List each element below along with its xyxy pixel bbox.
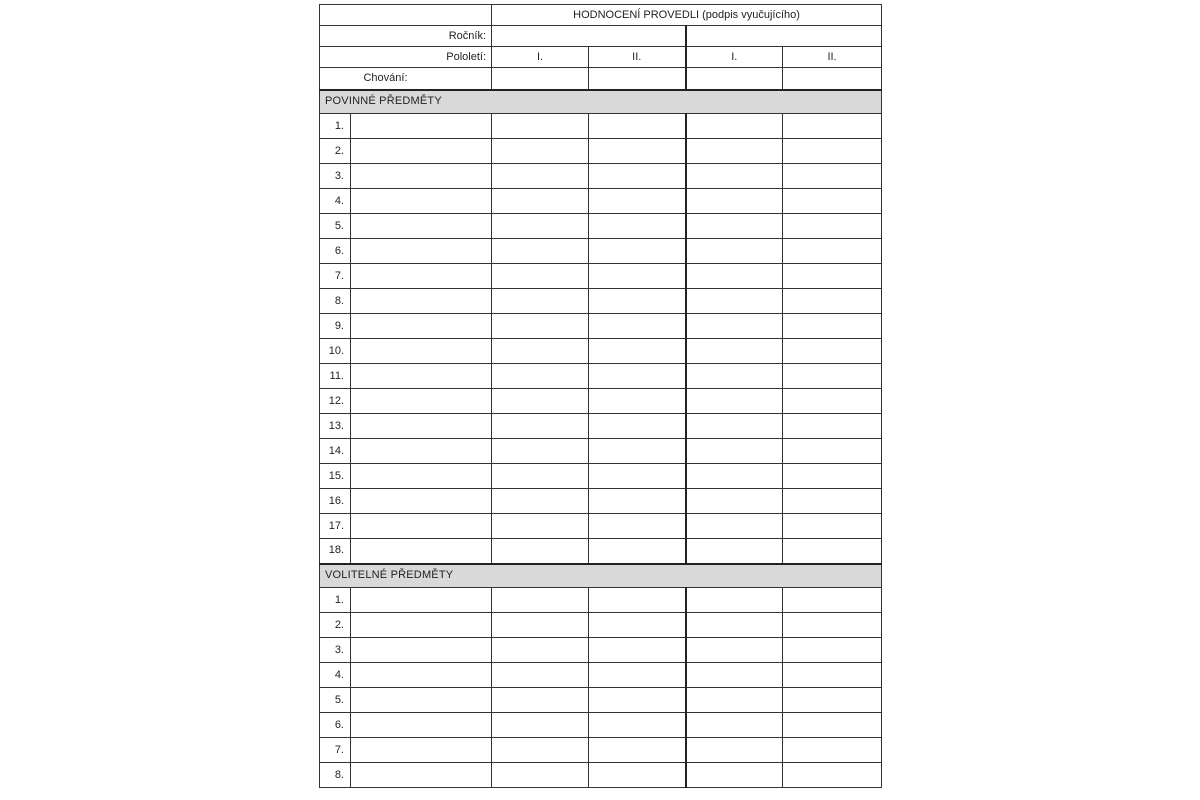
- grade-cell[interactable]: [589, 613, 686, 638]
- grade-cell[interactable]: [783, 339, 882, 364]
- header-title-row: [320, 5, 882, 26]
- grade-cell[interactable]: [492, 588, 589, 613]
- grade-cell[interactable]: [589, 289, 686, 314]
- subject-name-cell[interactable]: [351, 588, 492, 613]
- grade-cell[interactable]: [686, 663, 783, 688]
- rocnik-label: Ročník:: [320, 26, 492, 47]
- povinne-subject-row: [320, 214, 882, 239]
- grade-cell[interactable]: [492, 239, 589, 264]
- row-number: 3.: [320, 164, 351, 189]
- grade-cell[interactable]: [492, 713, 589, 738]
- grade-cell[interactable]: [492, 214, 589, 239]
- row-number: 5.: [320, 688, 351, 713]
- povinne-subject-row: [320, 364, 882, 389]
- grade-cell[interactable]: [686, 613, 783, 638]
- row-number: 8.: [320, 289, 351, 314]
- subject-name-cell[interactable]: [351, 763, 492, 788]
- grade-cell[interactable]: [589, 439, 686, 464]
- grade-cell[interactable]: [492, 439, 589, 464]
- povinne-subject-row: [320, 439, 882, 464]
- povinne-subject-row: [320, 289, 882, 314]
- row-number: 3.: [320, 638, 351, 663]
- povinne-subject-row: [320, 389, 882, 414]
- volitelne-subject-row: [320, 588, 882, 613]
- grade-cell[interactable]: [686, 464, 783, 489]
- povinne-subject-row: [320, 339, 882, 364]
- grade-cell[interactable]: [492, 514, 589, 539]
- subject-name-cell[interactable]: [351, 239, 492, 264]
- grade-cell[interactable]: [686, 189, 783, 214]
- grade-cell[interactable]: [589, 214, 686, 239]
- volitelne-section-title: VOLITELNÉ PŘEDMĚTY: [320, 564, 882, 588]
- grade-cell[interactable]: [492, 314, 589, 339]
- rocnik-field-1[interactable]: [492, 26, 686, 47]
- grade-cell[interactable]: [589, 314, 686, 339]
- row-number: 1.: [320, 588, 351, 613]
- grade-cell[interactable]: [492, 389, 589, 414]
- grade-cell[interactable]: [589, 464, 686, 489]
- subject-name-cell[interactable]: [351, 613, 492, 638]
- subject-name-cell[interactable]: [351, 389, 492, 414]
- grade-cell[interactable]: [492, 289, 589, 314]
- semester-heading: II.: [589, 47, 686, 68]
- grade-cell[interactable]: [492, 414, 589, 439]
- semester-heading: II.: [783, 47, 882, 68]
- subject-name-cell[interactable]: [351, 289, 492, 314]
- chovani-grade-cell[interactable]: [589, 68, 686, 90]
- grade-cell[interactable]: [783, 164, 882, 189]
- chovani-grade-cell[interactable]: [783, 68, 882, 90]
- grade-cell[interactable]: [589, 713, 686, 738]
- grade-cell[interactable]: [589, 638, 686, 663]
- povinne-subject-row: [320, 189, 882, 214]
- grade-cell[interactable]: [686, 314, 783, 339]
- row-number: 9.: [320, 314, 351, 339]
- povinne-subject-row: [320, 314, 882, 339]
- grade-cell[interactable]: [589, 663, 686, 688]
- header-empty-cell: [320, 5, 492, 26]
- grade-form: [319, 4, 881, 794]
- grade-cell[interactable]: [783, 638, 882, 663]
- grade-cell[interactable]: [686, 264, 783, 289]
- volitelne-subject-row: [320, 663, 882, 688]
- row-number: 7.: [320, 264, 351, 289]
- subject-name-cell[interactable]: [351, 688, 492, 713]
- row-number: 5.: [320, 214, 351, 239]
- row-number: 17.: [320, 514, 351, 539]
- volitelne-subject-row: [320, 738, 882, 763]
- chovani-grade-cell[interactable]: [686, 68, 783, 90]
- row-number: 14.: [320, 439, 351, 464]
- povinne-subject-row: [320, 114, 882, 139]
- povinne-subject-row: [320, 139, 882, 164]
- volitelne-subject-row: [320, 763, 882, 788]
- subject-name-cell[interactable]: [351, 114, 492, 139]
- subject-name-cell[interactable]: [351, 514, 492, 539]
- subject-name-cell[interactable]: [351, 539, 492, 564]
- grade-cell[interactable]: [686, 389, 783, 414]
- grade-cell[interactable]: [589, 189, 686, 214]
- grade-cell[interactable]: [589, 763, 686, 788]
- grade-cell[interactable]: [783, 414, 882, 439]
- row-number: 7.: [320, 738, 351, 763]
- volitelne-subject-row: [320, 688, 882, 713]
- grade-cell[interactable]: [783, 713, 882, 738]
- grade-cell[interactable]: [686, 214, 783, 239]
- povinne-subject-row: [320, 414, 882, 439]
- grade-cell[interactable]: [492, 114, 589, 139]
- subject-name-cell[interactable]: [351, 663, 492, 688]
- grade-cell[interactable]: [492, 638, 589, 663]
- grade-cell[interactable]: [589, 339, 686, 364]
- row-number: 4.: [320, 663, 351, 688]
- subject-name-cell[interactable]: [351, 713, 492, 738]
- pololeti-label: Pololetí:: [320, 47, 492, 68]
- grade-cell[interactable]: [783, 214, 882, 239]
- grade-cell[interactable]: [492, 164, 589, 189]
- subject-name-cell[interactable]: [351, 738, 492, 763]
- grade-cell[interactable]: [492, 364, 589, 389]
- row-number: 10.: [320, 339, 351, 364]
- grade-cell[interactable]: [686, 489, 783, 514]
- row-number: 18.: [320, 539, 351, 564]
- volitelne-subject-row: [320, 613, 882, 638]
- grade-cell[interactable]: [589, 389, 686, 414]
- povinne-subject-row: [320, 539, 882, 564]
- grade-cell[interactable]: [589, 164, 686, 189]
- grade-cell[interactable]: [783, 114, 882, 139]
- grade-cell[interactable]: [686, 239, 783, 264]
- subject-name-cell[interactable]: [351, 439, 492, 464]
- grade-cell[interactable]: [589, 364, 686, 389]
- grade-cell[interactable]: [686, 114, 783, 139]
- grade-cell[interactable]: [589, 489, 686, 514]
- grade-cell[interactable]: [589, 539, 686, 564]
- row-number: 8.: [320, 763, 351, 788]
- header-title: HODNOCENÍ PROVEDLI (podpis vyučujícího): [492, 5, 882, 26]
- grade-cell[interactable]: [783, 613, 882, 638]
- grade-cell[interactable]: [492, 464, 589, 489]
- grade-cell[interactable]: [783, 514, 882, 539]
- row-number: 6.: [320, 713, 351, 738]
- grade-cell[interactable]: [686, 738, 783, 763]
- row-number: 15.: [320, 464, 351, 489]
- grade-cell[interactable]: [783, 738, 882, 763]
- grade-cell[interactable]: [783, 539, 882, 564]
- grade-cell[interactable]: [686, 439, 783, 464]
- grade-cell[interactable]: [686, 713, 783, 738]
- grade-cell[interactable]: [492, 139, 589, 164]
- grade-cell[interactable]: [492, 663, 589, 688]
- grade-cell[interactable]: [589, 239, 686, 264]
- grade-cell[interactable]: [589, 114, 686, 139]
- grade-cell[interactable]: [783, 364, 882, 389]
- grade-cell[interactable]: [686, 139, 783, 164]
- row-number: 16.: [320, 489, 351, 514]
- grade-cell[interactable]: [783, 763, 882, 788]
- subject-name-cell[interactable]: [351, 339, 492, 364]
- grade-cell[interactable]: [492, 339, 589, 364]
- grade-cell[interactable]: [783, 314, 882, 339]
- subject-name-cell[interactable]: [351, 189, 492, 214]
- grade-cell[interactable]: [492, 738, 589, 763]
- grade-cell[interactable]: [783, 489, 882, 514]
- chovani-row: [320, 68, 882, 90]
- grade-cell[interactable]: [589, 139, 686, 164]
- row-number: 2.: [320, 613, 351, 638]
- grade-cell[interactable]: [783, 663, 882, 688]
- povinne-subject-row: [320, 164, 882, 189]
- subject-name-cell[interactable]: [351, 264, 492, 289]
- povinne-subject-row: [320, 264, 882, 289]
- subject-name-cell[interactable]: [351, 314, 492, 339]
- povinne-section-title: POVINNÉ PŘEDMĚTY: [320, 90, 882, 114]
- row-number: 4.: [320, 189, 351, 214]
- grade-cell[interactable]: [783, 588, 882, 613]
- grade-cell[interactable]: [783, 439, 882, 464]
- grade-cell[interactable]: [589, 414, 686, 439]
- grade-cell[interactable]: [589, 588, 686, 613]
- grade-cell[interactable]: [686, 638, 783, 663]
- grade-cell[interactable]: [686, 688, 783, 713]
- grade-cell[interactable]: [783, 389, 882, 414]
- povinne-subject-row: [320, 239, 882, 264]
- grade-cell[interactable]: [686, 339, 783, 364]
- chovani-grade-cell[interactable]: [492, 68, 589, 90]
- chovani-label: Chování:: [320, 68, 492, 90]
- povinne-subject-row: [320, 489, 882, 514]
- row-number: 11.: [320, 364, 351, 389]
- grade-cell[interactable]: [492, 189, 589, 214]
- grade-cell[interactable]: [589, 738, 686, 763]
- volitelne-section-row: [320, 564, 882, 588]
- grade-cell[interactable]: [686, 514, 783, 539]
- row-number: 2.: [320, 139, 351, 164]
- subject-name-cell[interactable]: [351, 414, 492, 439]
- subject-name-cell[interactable]: [351, 489, 492, 514]
- row-number: 12.: [320, 389, 351, 414]
- subject-name-cell[interactable]: [351, 164, 492, 189]
- grade-cell[interactable]: [686, 364, 783, 389]
- subject-name-cell[interactable]: [351, 364, 492, 389]
- grade-cell[interactable]: [686, 414, 783, 439]
- grade-cell[interactable]: [783, 464, 882, 489]
- grade-cell[interactable]: [589, 264, 686, 289]
- grade-cell[interactable]: [492, 613, 589, 638]
- semester-heading: I.: [492, 47, 589, 68]
- povinne-subject-row: [320, 514, 882, 539]
- grade-cell[interactable]: [783, 289, 882, 314]
- grade-cell[interactable]: [783, 139, 882, 164]
- povinne-subject-row: [320, 464, 882, 489]
- grade-cell[interactable]: [783, 688, 882, 713]
- subject-name-cell[interactable]: [351, 464, 492, 489]
- grade-cell[interactable]: [783, 264, 882, 289]
- subject-name-cell[interactable]: [351, 638, 492, 663]
- pololeti-row: [320, 47, 882, 68]
- grade-cell[interactable]: [492, 688, 589, 713]
- grade-cell[interactable]: [589, 688, 686, 713]
- row-number: 1.: [320, 114, 351, 139]
- rocnik-field-2[interactable]: [686, 26, 882, 47]
- row-number: 6.: [320, 239, 351, 264]
- subject-name-cell[interactable]: [351, 139, 492, 164]
- povinne-section-row: [320, 90, 882, 114]
- grade-table: [319, 4, 882, 788]
- grade-cell[interactable]: [686, 289, 783, 314]
- volitelne-subject-row: [320, 638, 882, 663]
- grade-cell[interactable]: [686, 763, 783, 788]
- grade-cell[interactable]: [589, 514, 686, 539]
- rocnik-row: [320, 26, 882, 47]
- grade-cell[interactable]: [686, 164, 783, 189]
- volitelne-subject-row: [320, 713, 882, 738]
- grade-cell[interactable]: [492, 489, 589, 514]
- grade-cell[interactable]: [783, 239, 882, 264]
- grade-cell[interactable]: [492, 264, 589, 289]
- subject-name-cell[interactable]: [351, 214, 492, 239]
- grade-cell[interactable]: [686, 588, 783, 613]
- grade-cell[interactable]: [492, 539, 589, 564]
- grade-cell[interactable]: [492, 763, 589, 788]
- semester-heading: I.: [686, 47, 783, 68]
- row-number: 13.: [320, 414, 351, 439]
- grade-cell[interactable]: [686, 539, 783, 564]
- grade-cell[interactable]: [783, 189, 882, 214]
